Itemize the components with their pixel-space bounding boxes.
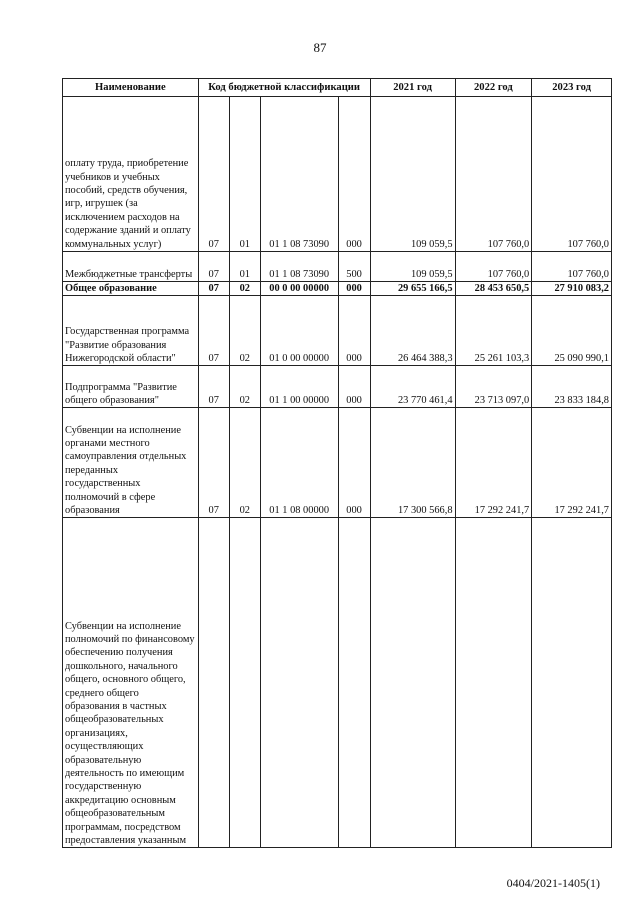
row-subsection-code: 02 [229, 408, 260, 518]
row-target-article-code: 01 0 00 00000 [260, 296, 338, 366]
row-subsection-code: 02 [229, 282, 260, 296]
row-name: Субвенции на исполнение полномочий по финансовому обеспечению получения дошкольного, начального общего, основного общего, среднего общего образования в частных общеобразовательных организациях, осуществляющих образовательную деятельность по имеющим государственную аккредитацию основным общеобразовательным программам, посредством предоставления указанным [63, 518, 199, 848]
row-value-2022: 25 261 103,3 [455, 296, 532, 366]
table-row [63, 252, 612, 282]
row-name: Межбюджетные трансферты [63, 252, 199, 282]
table-row [63, 408, 612, 518]
row-subsection-code: 01 [229, 97, 260, 252]
row-value-2022: 107 760,0 [455, 97, 532, 252]
row-value-2023: 107 760,0 [532, 97, 612, 252]
row-value-2021: 109 059,5 [370, 252, 455, 282]
header-code: Код бюджетной классификации [198, 79, 370, 97]
row-value-2023: 25 090 990,1 [532, 296, 612, 366]
row-subsection-code: 02 [229, 366, 260, 408]
row-target-article-code [260, 518, 338, 848]
row-value-2023: 107 760,0 [532, 252, 612, 282]
row-target-article-code: 01 1 00 00000 [260, 366, 338, 408]
row-value-2022: 107 760,0 [455, 252, 532, 282]
row-target-article-code: 01 1 08 73090 [260, 252, 338, 282]
table-body [63, 97, 612, 848]
row-subsection-code [229, 518, 260, 848]
row-section-code: 07 [198, 97, 229, 252]
row-target-article-code: 01 1 08 00000 [260, 408, 338, 518]
row-name: Подпрограмма "Развитие общего образования" [63, 366, 199, 408]
table-row [63, 366, 612, 408]
row-value-2022: 28 453 650,5 [455, 282, 532, 296]
row-section-code: 07 [198, 252, 229, 282]
row-expense-type-code: 500 [338, 252, 370, 282]
row-subsection-code: 02 [229, 296, 260, 366]
row-value-2023: 23 833 184,8 [532, 366, 612, 408]
row-section-code: 07 [198, 366, 229, 408]
row-name: Государственная программа "Развитие образования Нижегородской области" [63, 296, 199, 366]
table-row [63, 97, 612, 252]
table-row [63, 518, 612, 848]
row-name: оплату труда, приобретение учебников и учебных пособий, средств обучения, игр, игрушек (за исключением расходов на содержание зданий и оплату коммунальных услуг) [63, 97, 199, 252]
row-target-article-code: 01 1 08 73090 [260, 97, 338, 252]
document-code: 0404/2021-1405(1) [506, 876, 600, 890]
row-value-2022 [455, 518, 532, 848]
row-value-2023 [532, 518, 612, 848]
row-value-2023: 27 910 083,2 [532, 282, 612, 296]
row-value-2021: 109 059,5 [370, 97, 455, 252]
row-subsection-code: 01 [229, 252, 260, 282]
row-value-2021: 17 300 566,8 [370, 408, 455, 518]
row-section-code: 07 [198, 408, 229, 518]
row-target-article-code: 00 0 00 00000 [260, 282, 338, 296]
row-name: Общее образование [63, 282, 199, 296]
row-expense-type-code: 000 [338, 366, 370, 408]
row-value-2023: 17 292 241,7 [532, 408, 612, 518]
row-section-code: 07 [198, 296, 229, 366]
row-value-2021: 29 655 166,5 [370, 282, 455, 296]
table-header-row [63, 79, 612, 97]
row-value-2021: 23 770 461,4 [370, 366, 455, 408]
page-number: 87 [313, 40, 327, 55]
row-expense-type-code: 000 [338, 296, 370, 366]
row-value-2022: 23 713 097,0 [455, 366, 532, 408]
row-expense-type-code [338, 518, 370, 848]
header-name: Наименование [63, 79, 199, 97]
budget-table [62, 78, 612, 848]
row-section-code [198, 518, 229, 848]
row-expense-type-code: 000 [338, 282, 370, 296]
header-2022: 2022 год [455, 79, 532, 97]
row-value-2021: 26 464 388,3 [370, 296, 455, 366]
table-row [63, 296, 612, 366]
row-expense-type-code: 000 [338, 97, 370, 252]
row-name: Субвенции на исполнение органами местного самоуправления отдельных переданных государственных полномочий в сфере образования [63, 408, 199, 518]
row-section-code: 07 [198, 282, 229, 296]
row-expense-type-code: 000 [338, 408, 370, 518]
table-row [63, 282, 612, 296]
header-2021: 2021 год [370, 79, 455, 97]
row-value-2021 [370, 518, 455, 848]
header-2023: 2023 год [532, 79, 612, 97]
row-value-2022: 17 292 241,7 [455, 408, 532, 518]
